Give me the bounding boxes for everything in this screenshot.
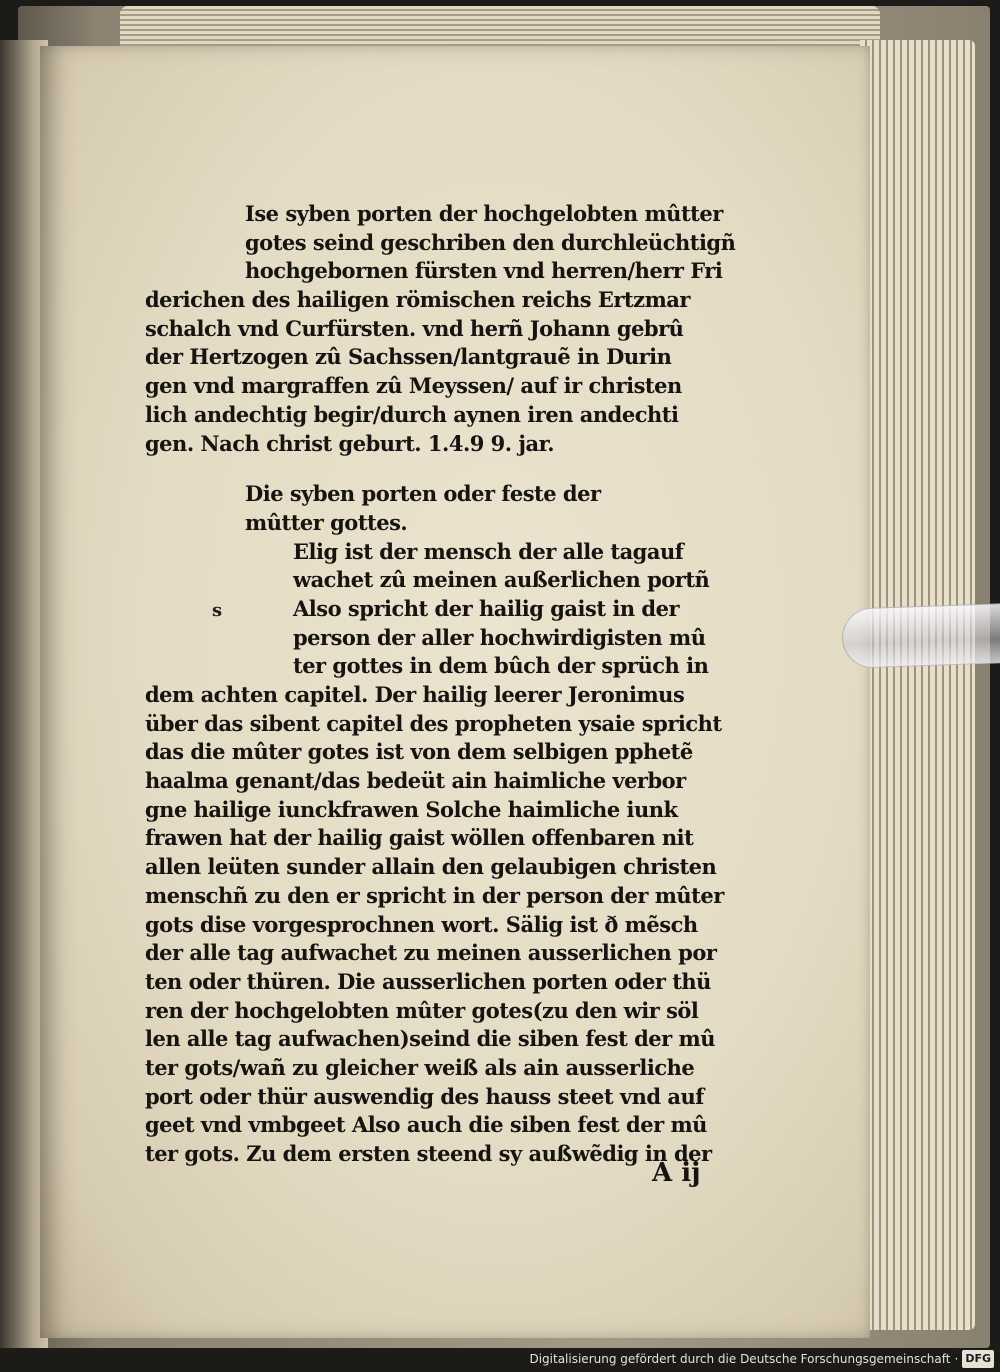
heading-line: Die syben porten oder feste der (245, 481, 601, 507)
text-line: Ise syben porten der hochgelobten mûtter (245, 201, 723, 226)
text-line: person der aller hochwirdigisten mû (293, 624, 706, 650)
dfg-logo-icon: DFG (962, 1350, 994, 1368)
text-line: über das sibent capitel des propheten ysaie spricht (145, 710, 722, 736)
text-line: ter gots. Zu dem ersten steend sy außwẽdig in der (145, 1141, 712, 1166)
text-line: gotes seind geschriben den durchleüchtigñ (245, 229, 736, 255)
text-line: hochgebornen fürsten vnd herren/herr Fri (245, 258, 723, 284)
text-line: menschñ zu den er spricht in der person der mûter (145, 882, 724, 908)
text-line: Also spricht der hailig gaist in der (293, 595, 680, 621)
marginal-note: s (212, 600, 223, 621)
signature-mark: A ij (652, 1158, 701, 1188)
text-line: derichen des hailigen römischen reichs Ertzmar (145, 287, 690, 313)
right-page-edges (860, 40, 975, 1330)
footer-credit: Digitalisierung gefördert durch die Deutsche Forschungsgemeinschaft (529, 1352, 951, 1366)
text-line: gots dise vorgesprochnen wort. Sälig ist ð mẽsch (145, 911, 698, 937)
text-line: ten oder thüren. Die ausserlichen porten oder thü (145, 968, 711, 994)
digitization-footer: Digitalisierung gefördert durch die Deutsche Forschungsgemeinschaft · DFG (529, 1350, 994, 1368)
text-line: gen vnd margraffen zû Meyssen/ auf ir christen (145, 373, 682, 399)
text-line: schalch vnd Curfürsten. vnd herñ Johann gebrû (145, 315, 684, 341)
section-heading (145, 480, 745, 537)
text-line: len alle tag aufwachen)seind die siben fest der mû (145, 1026, 715, 1052)
text-line: ter gottes in dem bûch der sprüch in (293, 653, 709, 679)
main-paragraph (145, 681, 745, 1169)
text-line: wachet zû meinen außerlichen portñ (293, 567, 710, 593)
text-line: ter gots/wañ zu gleicher weiß als ain ausserliche (145, 1054, 695, 1080)
text-line: ren der hochgelobten mûter gotes(zu den wir söl (145, 997, 699, 1023)
plastic-page-clip (841, 603, 1000, 669)
indented-paragraph (145, 538, 745, 681)
text-line: gne hailige iunckfrawen Solche haimliche iunk (145, 796, 678, 822)
text-line: port oder thür auswendig des hauss steet vnd auf (145, 1083, 704, 1109)
text-line: haalma genant/das bedeüt ain haimliche verbor (145, 768, 686, 794)
opening-paragraph (145, 200, 745, 458)
text-line: gen. Nach christ geburt. 1.4.9 9. jar. (145, 430, 555, 456)
text-line: der alle tag aufwachet zu meinen ausserlichen por (145, 940, 717, 966)
heading-line: mûtter gottes. (245, 509, 408, 535)
text-line: geet vnd vmbgeet Also auch die siben fest der mû (145, 1112, 707, 1138)
text-line: frawen hat der hailig gaist wöllen offenbaren nit (145, 825, 694, 851)
text-line: lich andechtig begir/durch aynen iren andechti (145, 401, 679, 427)
text-line: dem achten capitel. Der hailig leerer Jeronimus (145, 682, 685, 707)
top-page-edges (120, 6, 880, 46)
text-line: der Hertzogen zû Sachssen/lantgrauẽ in Durin (145, 344, 672, 370)
text-block (145, 200, 745, 1169)
text-line: das die mûter gotes ist von dem selbigen pphetẽ (145, 739, 693, 765)
text-line: Elig ist der mensch der alle tagauf (293, 538, 684, 564)
text-line: allen leüten sunder allain den gelaubigen christen (145, 854, 717, 880)
